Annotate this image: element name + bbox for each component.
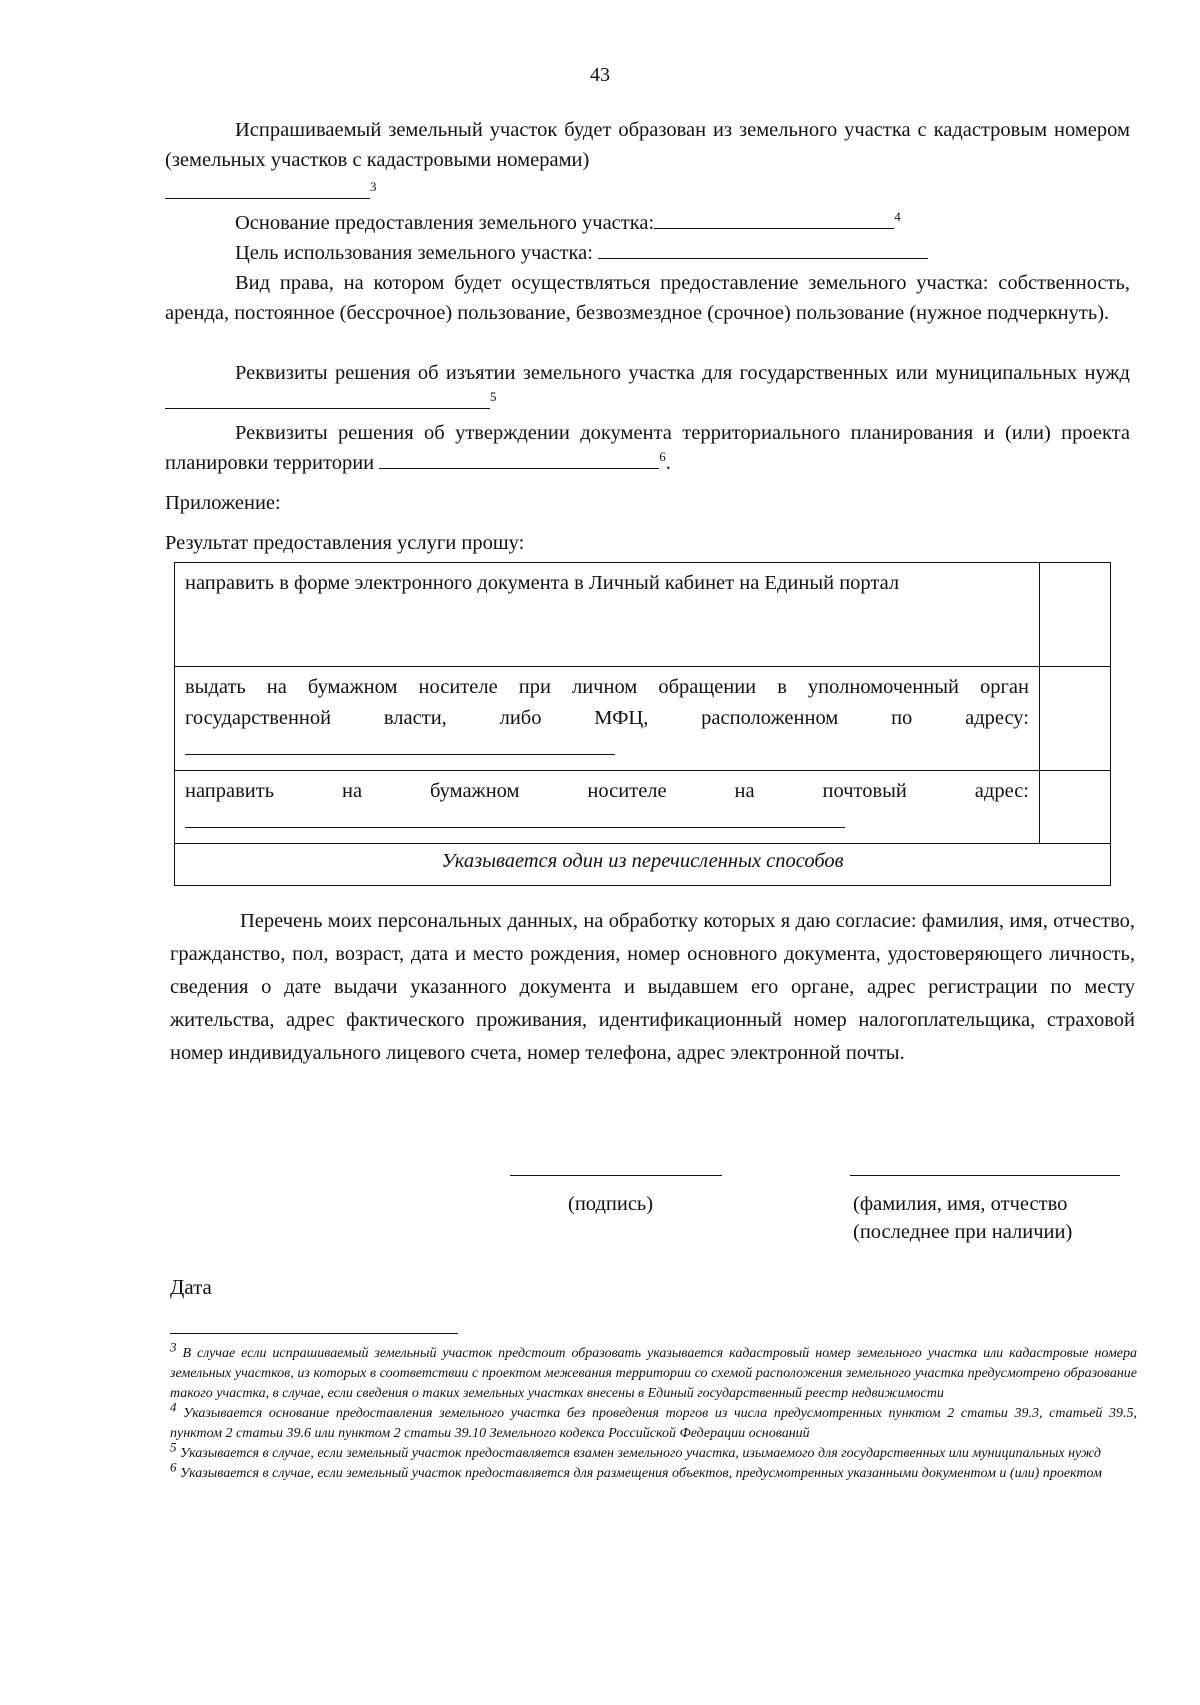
option-electronic-text <box>175 563 1040 667</box>
option-paper-mail-text <box>175 771 1040 844</box>
signature-label: (подпись) <box>568 1193 654 1215</box>
footnote-5-text: Указывается в случае, если земельный участок предоставляется взамен земельного участка, изымаемого для государственных или муниципальных нужд <box>180 1446 1101 1461</box>
purpose-line <box>165 238 1130 268</box>
footnote-6 <box>170 1459 1137 1484</box>
paragraph-right-type <box>165 268 1130 328</box>
option-row-paper-personal <box>175 667 1111 771</box>
full-name-line[interactable] <box>850 1175 1120 1176</box>
footnotes <box>170 1339 1138 1484</box>
planning-end: . <box>665 452 671 474</box>
consent-paragraph <box>170 905 1135 1070</box>
options-note: Указывается один из перечисленных способов <box>175 844 1111 886</box>
purpose-blank[interactable] <box>598 238 928 259</box>
footnote-ref-4: 4 <box>894 209 901 225</box>
date-label: Дата <box>170 1275 212 1299</box>
full-name-label-1: (фамилия, имя, отчество <box>853 1193 1068 1215</box>
signature-line[interactable] <box>510 1175 722 1176</box>
option-row-paper-mail <box>175 771 1111 844</box>
result-label: Результат предоставления услуги прошу: <box>165 532 525 554</box>
option-paper-mail-checkbox[interactable] <box>1040 771 1111 844</box>
basis-label: Основание предоставления земельного участка: <box>235 212 655 234</box>
appendix-label: Приложение: <box>165 492 281 514</box>
paragraph-cadastral <box>165 115 1130 175</box>
option-electronic-checkbox[interactable] <box>1040 563 1111 667</box>
option-row-electronic <box>175 563 1111 667</box>
page-number: 43 <box>590 64 610 86</box>
basis-line <box>165 208 1130 238</box>
footnote-4 <box>170 1399 1137 1444</box>
option-row-note <box>175 844 1111 886</box>
seizure-blank[interactable] <box>165 388 490 409</box>
footnote-5 <box>170 1439 1137 1464</box>
footnote-ref-3: 3 <box>370 179 377 195</box>
full-name-label-2: (последнее при наличии) <box>853 1221 1073 1243</box>
footnote-separator <box>170 1333 458 1334</box>
footnote-ref-5: 5 <box>490 389 497 405</box>
option-paper-personal-label: выдать на бумажном носителе при личном обращении в уполномоченный орган государственной власти, либо МФЦ, расположенном по адресу: <box>185 676 1029 729</box>
right-type-text: Вид права, на котором будет осуществляться предоставление земельного участка: собственность, аренда, постоянное (бессрочное) пользование, безвозмездное (срочное) пользование (нужное подчеркнуть). <box>165 272 1130 324</box>
seizure-text: Реквизиты решения об изъятии земельного участка для государственных или муниципальных нужд <box>235 362 1130 384</box>
planning-blank[interactable] <box>379 448 659 469</box>
cadastral-blank-line <box>165 178 1130 208</box>
paragraph-cadastral-text: Испрашиваемый земельный участок будет образован из земельного участка с кадастровым номером (земельных участков с кадастровыми номерами) <box>165 119 1130 171</box>
footnote-3-mark: 3 <box>170 1339 177 1355</box>
paragraph-planning <box>165 418 1130 478</box>
footnote-3 <box>170 1339 1138 1404</box>
footnote-6-mark: 6 <box>170 1459 177 1475</box>
footnote-4-mark: 4 <box>170 1399 177 1415</box>
paragraph-seizure <box>165 358 1130 418</box>
result-options-table <box>174 562 1111 886</box>
option-paper-personal-checkbox[interactable] <box>1040 667 1111 771</box>
planning-text: Реквизиты решения об утверждении документа территориального планирования и (или) проекта планировки территории <box>165 422 1130 474</box>
option-electronic-label: направить в форме электронного документа в Личный кабинет на Единый портал <box>185 572 900 594</box>
purpose-label: Цель использования земельного участка: <box>235 242 593 264</box>
footnote-4-text: Указывается основание предоставления земельного участка без проведения торгов из числа предусмотренных пунктом 2 статьи 39.3, статьей 39.5, пунктом 2 статьи 39.6 или пунктом 2 статьи 39.10 Земельного кодекса Российской Федерации оснований <box>170 1406 1137 1441</box>
basis-blank[interactable] <box>654 208 894 229</box>
footnote-6-text: Указывается в случае, если земельный участок предоставляется для размещения объектов, предусмотренных указанными документом и (или) проектом <box>180 1466 1102 1481</box>
cadastral-number-blank[interactable] <box>165 178 370 199</box>
option-paper-personal-address-blank[interactable] <box>185 734 615 755</box>
result-options-block <box>174 562 1139 886</box>
footnote-3-text: В случае если испрашиваемый земельный участок предстоит образовать указывается кадастровый номер земельного участка или кадастровые номера земельных участков, из которых в соответствии с проектом межевания территории со схемой расположения земельного участка предусмотрено образование такого участка, в случае, если сведения о таких земельных участках внесены в Единый государственный реестр недвижимости <box>170 1346 1138 1401</box>
option-paper-mail-label: направить на бумажном носителе на почтовый адрес: <box>185 780 1029 802</box>
option-paper-mail-address-blank[interactable] <box>185 807 845 828</box>
footnote-ref-6: 6 <box>659 449 666 465</box>
footnote-5-mark: 5 <box>170 1439 177 1455</box>
option-paper-personal-text <box>175 667 1040 771</box>
consent-text: Перечень моих персональных данных, на обработку которых я даю согласие: фамилия, имя, отчество, гражданство, пол, возраст, дата и место рождения, номер основного документа, удостоверяющего личность, сведения о дате выдачи указанного документа и выдавшем его органе, адрес регистрации по месту жительства, адрес фактического проживания, идентификационный номер налогоплательщика, страховой номер индивидуального лицевого счета, номер телефона, адрес электронной почты. <box>170 910 1135 1064</box>
